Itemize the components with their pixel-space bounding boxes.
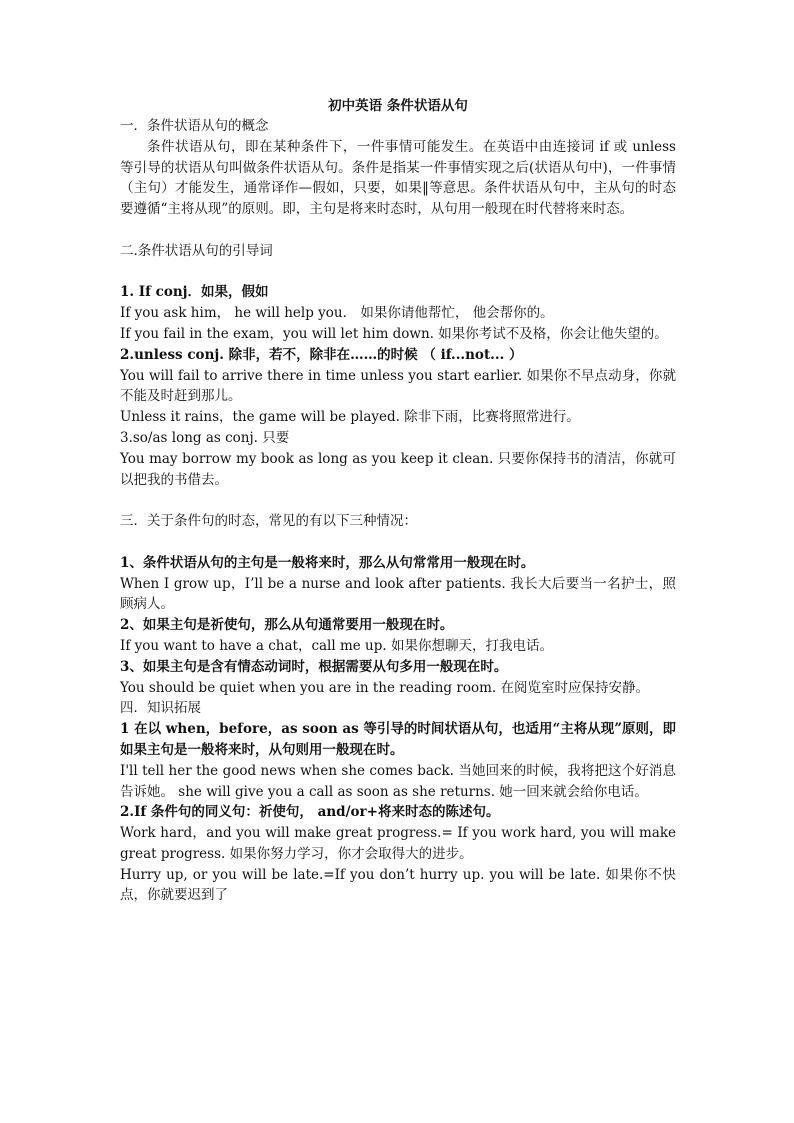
item-3-example-1: You may borrow my book as long as you keep it clean. 只要你保持书的清洁，你就可以把我的书借去。 [120,450,676,488]
extension-2-example-1: Work hard，and you will make great progress.= If you work hard, you will make great progress. 如果你努力学习，你才会取得大的进步。 [120,825,676,862]
item-1-example-2: If you fail in the exam，you will let him down. 如果你考试不及格，你会让他失望的。 [120,325,668,342]
document-page [120,96,676,906]
item-1-example-1: If you ask him， he will help you． 如果你请他帮忙， 他会帮你的。 [120,305,554,322]
item-2-example-2: Unless it rains，the game will be played. 除非下雨，比赛将照常进行。 [120,409,580,426]
document-title: 初中英语 条件状语从句 [328,98,468,114]
rule-3-heading: 3、如果主句是含有情态动词时，根据需要从句多用一般现在时。 [120,658,508,675]
rule-1-heading: 1、条件状语从句的主句是一般将来时，那么从句常常用一般现在时。 [120,554,535,571]
extension-1-heading: 1 在以 when，before，as soon as 等引导的时间状语从句，也适用“主将从现”原则，即如果主句是一般将来时，从句则用一般现在时。 [120,721,676,758]
item-3-heading: 3.so/as long as conj. 只要 [120,429,290,446]
item-1-heading: 1. If conj．如果，假如 [120,284,269,301]
rule-2-example: If you want to have a chat，call me up. 如果你想聊天，打我电话。 [120,637,553,654]
extension-2-heading: 2.If 条件句的同义句：祈使句， and/or+将来时态的陈述句。 [120,804,500,821]
section-1-heading: 一．条件状语从句的概念 [120,118,269,134]
item-2-example-1: You will fail to arrive there in time unless you start earlier. 如果你不早点动身，你就不能及时赶到那儿。 [120,367,676,405]
section-3-heading: 三．关于条件句的时态，常见的有以下三种情况： [120,513,417,530]
rule-3-example: You should be quiet when you are in the reading room. 在阅览室时应保持安静。 [120,679,649,696]
section-4-heading: 四．知识拓展 [120,700,201,717]
section-2-heading: 二.条件状语从句的引导词 [120,242,273,259]
extension-2-example-2: Hurry up, or you will be late.=If you don’t hurry up. you will be late. 如果你不快点，你就要迟到了 [120,866,676,904]
rule-2-heading: 2、如果主句是祈使句，那么从句通常要用一般现在时。 [120,617,454,634]
extension-1-example: I'll tell her the good news when she comes back. 当她回来的时候，我将把这个好消息告诉她。 she will give you a call as soon as she returns. 她一回来就会给你电话。 [120,762,676,800]
section-1-paragraph: 条件状语从句，即在某种条件下，一件事情可能发生。在英语中由连接词 if 或 unless 等引导的状语从句叫做条件状语从句。条件是指某一件事情实现之后(状语从句中)，一件事情（主句）才能发生，通常译作—假如，只要，如果‖等意思。条件状语从句中，主从句的时态要遵循“主将从现”的原则。即，主句是将来时态时，从句用一般现在时代替将来时态。 [120,138,676,218]
item-2-heading: 2.unless conj. 除非，若不，除非在……的时候 （ if...not... ） [120,346,523,363]
rule-1-example: When I grow up，I’ll be a nurse and look after patients. 我长大后要当一名护士，照顾病人。 [120,575,676,613]
